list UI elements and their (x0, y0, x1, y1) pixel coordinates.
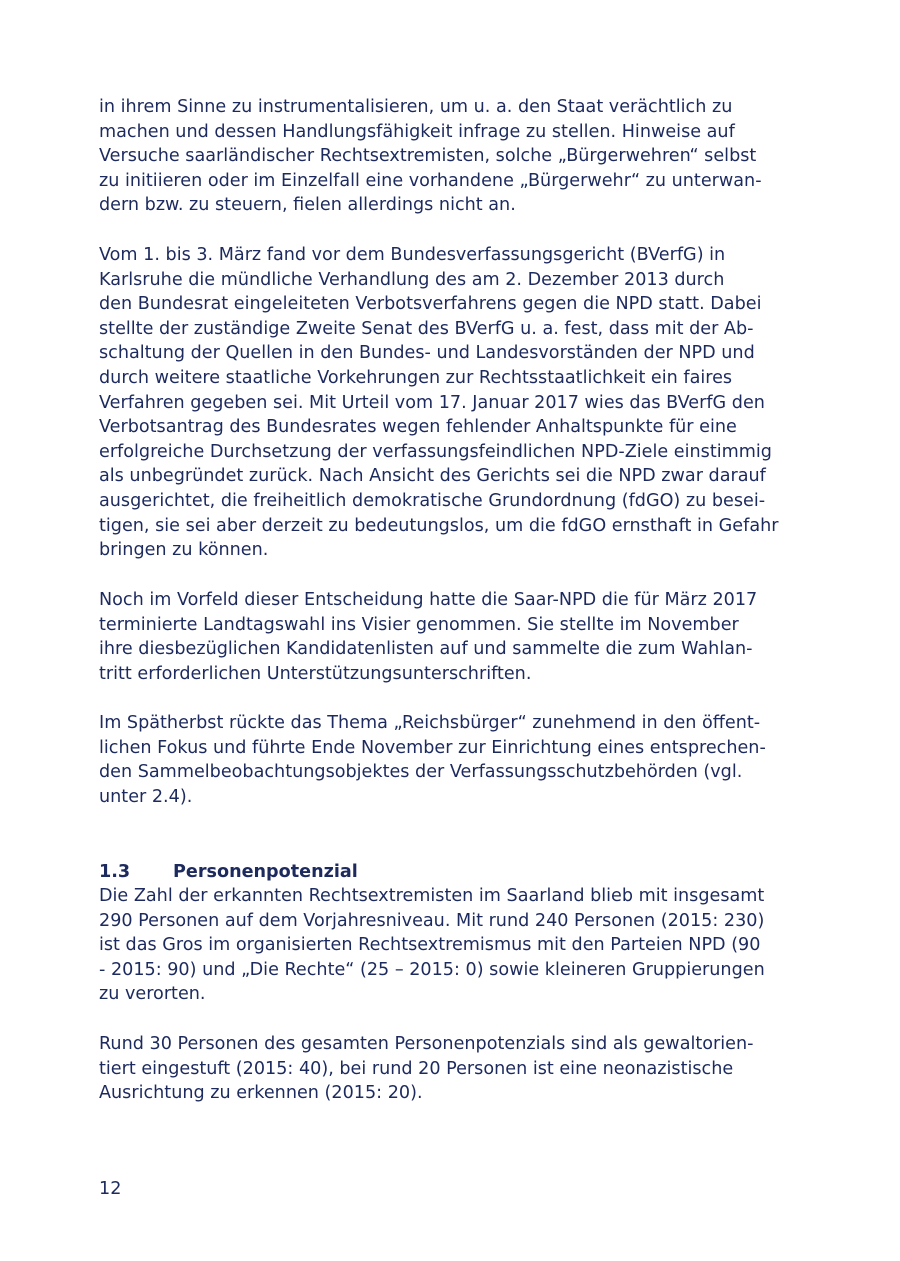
text-line: tritt erforderlichen Unterstützungsunterschriften. (99, 663, 532, 684)
text-line: zu verorten. (99, 984, 206, 1005)
text-line: Noch im Vorfeld dieser Entscheidung hatte die Saar-NPD die für März 2017 (99, 590, 758, 610)
paragraph-1 (99, 95, 814, 218)
text-line: machen und dessen Handlungsfähigkeit infrage zu stellen. Hinweise auf (99, 121, 735, 142)
paragraph-3 (99, 588, 814, 686)
text-line: Die Zahl der erkannten Rechtsextremisten im Saarland blieb mit insgesamt (99, 886, 765, 906)
text-line: tiert eingestuft (2015: 40), bei rund 20 Personen ist eine neonazistische (99, 1058, 734, 1079)
text-line: Im Spätherbst rückte das Thema „Reichsbürger“ zunehmend in den öffent- (99, 713, 761, 733)
text-line: stellte der zuständige Zweite Senat des BVerfG u. a. fest, dass mit der Ab- (99, 318, 754, 339)
paragraph-4 (99, 711, 814, 809)
text-line: den Bundesrat eingeleiteten Verbotsverfahrens gegen die NPD statt. Dabei (99, 294, 762, 315)
text-line: 290 Personen auf dem Vorjahresniveau. Mit rund 240 Personen (2015: 230) (99, 910, 765, 931)
text-line: durch weitere staatliche Vorkehrungen zur Rechtsstaatlichkeit ein faires (99, 367, 733, 388)
text-line: lichen Fokus und führte Ende November zur Einrichtung eines entsprechen- (99, 737, 766, 758)
section-title: Personenpotenzial (173, 862, 358, 882)
text-line: den Sammelbeobachtungsobjektes der Verfassungsschutzbehörden (vgl. (99, 762, 743, 783)
text-line: als unbegründet zurück. Nach Ansicht des Gerichts sei die NPD zwar darauf (99, 466, 766, 487)
text-line: Karlsruhe die mündliche Verhandlung des am 2. Dezember 2013 durch (99, 269, 725, 290)
text-line: Verbotsantrag des Bundesrates wegen fehlender Anhaltspunkte für eine (99, 417, 737, 438)
text-line: schaltung der Quellen in den Bundes- und Landesvorständen der NPD und (99, 343, 755, 364)
text-line: zu initiieren oder im Einzelfall eine vorhandene „Bürgerwehr“ zu unterwan- (99, 170, 762, 191)
page-number: 12 (99, 1179, 122, 1199)
text-line: Verfahren gegeben sei. Mit Urteil vom 17. Januar 2017 wies das BVerfG den (99, 392, 765, 413)
text-line: ausgerichtet, die freiheitlich demokratische Grundordnung (fdGO) zu besei- (99, 490, 766, 511)
text-line: ihre diesbezüglichen Kandidatenlisten auf und sammelte die zum Wahlan- (99, 639, 753, 660)
section-heading (99, 860, 358, 885)
text-line: ist das Gros im organisierten Rechtsextremismus mit den Parteien NPD (90 (99, 935, 761, 956)
paragraph-2 (99, 243, 814, 563)
text-line: unter 2.4). (99, 786, 193, 807)
text-line: in ihrem Sinne zu instrumentalisieren, um u. a. den Staat verächtlich zu (99, 97, 733, 117)
text-line: Versuche saarländischer Rechtsextremisten, solche „Bürgerwehren“ selbst (99, 146, 757, 167)
text-line: Vom 1. bis 3. März fand vor dem Bundesverfassungsgericht (BVerfG) in (99, 245, 726, 265)
text-line: Ausrichtung zu erkennen (2015: 20). (99, 1083, 423, 1104)
text-line: tigen, sie sei aber derzeit zu bedeutungslos, um die fdGO ernsthaft in Gefahr (99, 515, 779, 536)
text-line: erfolgreiche Durchsetzung der verfassungsfeindlichen NPD-Ziele einstimmig (99, 441, 772, 462)
section-number: 1.3 (99, 862, 131, 882)
text-line: terminierte Landtagswahl ins Visier genommen. Sie stellte im November (99, 614, 739, 635)
text-line: Rund 30 Personen des gesamten Personenpotenzials sind als gewaltorien- (99, 1034, 754, 1054)
text-line: dern bzw. zu steuern, fielen allerdings nicht an. (99, 195, 516, 216)
section-paragraph-1 (99, 884, 814, 1007)
text-line: - 2015: 90) und „Die Rechte“ (25 – 2015: 0) sowie kleineren Gruppierungen (99, 959, 765, 980)
section-paragraph-2 (99, 1032, 814, 1106)
text-line: bringen zu können. (99, 540, 269, 561)
